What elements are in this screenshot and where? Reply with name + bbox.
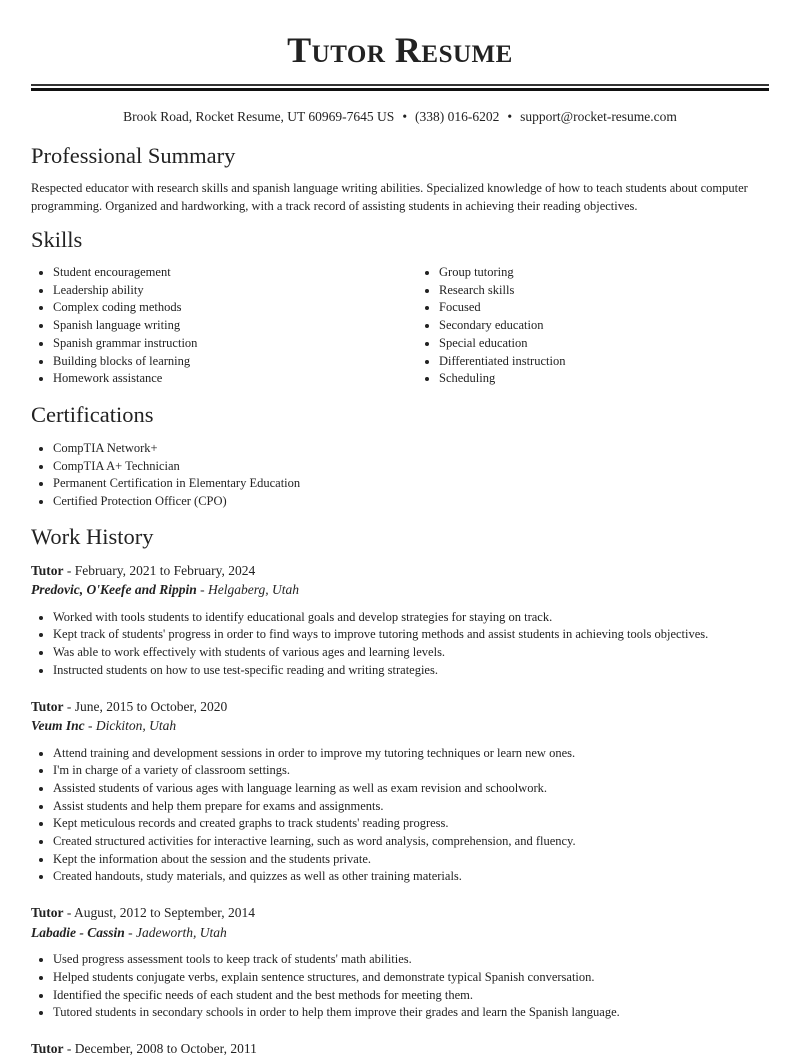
job-dates: - December, 2008 to October, 2011: [63, 1040, 257, 1056]
section-heading: Professional Summary: [31, 143, 236, 168]
job-bullet: • I'm in charge of a variety of classroom settings.: [53, 762, 769, 780]
section-heading: Skills: [31, 227, 83, 252]
job-bullets: [31, 951, 769, 1022]
job-bullets: [31, 609, 769, 680]
job-title-line: [31, 561, 769, 581]
summary-text: Respected educator with research skills and spanish language writing abilities. Specialized knowledge of how to teach students about computer programming. Organized and hardworking, with a track record of assisting students in achieving their reading objectives.: [31, 181, 748, 213]
job-title: Tutor: [31, 905, 64, 921]
job-bullet: • Attend training and development sessions in order to improve my tutoring techniques or learn new ones.: [53, 745, 769, 763]
work-history-section: [31, 523, 769, 1058]
job-entry: [31, 697, 769, 887]
divider-line-thick: [31, 88, 769, 91]
skill-item: • Group tutoring: [439, 264, 800, 282]
professional-summary-section: [31, 142, 769, 215]
job-entry: [31, 561, 769, 680]
job-location: - Dickiton, Utah: [84, 718, 177, 734]
job-bullets: [31, 745, 769, 887]
job-dates: - August, 2012 to September, 2014: [63, 905, 255, 921]
skill-item: • Complex coding methods: [53, 299, 417, 317]
skill-item: • Student encouragement: [53, 264, 417, 282]
section-heading: Certifications: [31, 401, 154, 427]
certifications-section: [31, 401, 769, 511]
certifications-list: [31, 440, 769, 511]
header-divider: [31, 84, 769, 91]
job-bullet: • Assisted students of various ages with language learning as well as exam revision and schoolwork.: [53, 780, 769, 798]
certification-item: • Certified Protection Officer (CPO): [53, 493, 769, 511]
skill-item: • Spanish language writing: [53, 317, 417, 335]
job-location: - Helgaberg, Utah: [196, 582, 299, 598]
job-company-line: [31, 580, 769, 600]
job-company: Predovic, O'Keefe and Rippin: [31, 582, 197, 598]
skill-item: • Leadership ability: [53, 282, 417, 300]
contact-email[interactable]: support@rocket-resume.com: [520, 109, 677, 124]
job-bullet: • Worked with tools students to identify educational goals and develop strategies for staying on track.: [53, 609, 769, 627]
job-entry: [31, 1039, 769, 1058]
job-bullet: • Created structured activities for interactive learning, such as word analysis, comprehension, and fluency.: [53, 833, 769, 851]
certification-item: • CompTIA Network+: [53, 440, 769, 458]
contact-info: [31, 108, 769, 126]
skill-item: • Research skills: [439, 282, 800, 300]
job-bullet: • Helped students conjugate verbs, explain sentence structures, and demonstrate typical Spanish conversation.: [53, 969, 769, 987]
job-company-line: [31, 923, 769, 943]
job-location: - Jadeworth, Utah: [124, 924, 227, 940]
job-company: Labadie - Cassin: [31, 924, 125, 940]
job-title-line: [31, 903, 769, 923]
resume-title: Tutor Resume: [287, 30, 513, 70]
job-bullet: • Created handouts, study materials, and quizzes as well as other training materials.: [53, 868, 769, 886]
certification-item: • CompTIA A+ Technician: [53, 458, 769, 476]
skills-list-left: [31, 264, 417, 388]
job-bullet: • Kept the information about the session and the students private.: [53, 851, 769, 869]
job-company-line: [31, 716, 769, 736]
job-title: Tutor: [31, 1040, 64, 1056]
job-dates: - February, 2021 to February, 2024: [63, 562, 256, 578]
job-bullet: • Tutored students in secondary schools in order to help them improve their grades and learn the Spanish language.: [53, 1004, 769, 1022]
contact-address: Brook Road, Rocket Resume, UT 60969-7645 US: [123, 109, 395, 124]
skill-item: • Scheduling: [439, 370, 800, 388]
skills-grid: [31, 264, 769, 388]
skill-item: • Special education: [439, 335, 800, 353]
divider-line-thin: [31, 84, 769, 86]
skill-item: • Spanish grammar instruction: [53, 335, 417, 353]
job-bullet: • Kept track of students' progress in order to find ways to improve tutoring methods and assist students in achieving tools objectives.: [53, 626, 769, 644]
skill-item: • Focused: [439, 299, 800, 317]
section-heading: Work History: [31, 523, 154, 549]
skill-item: • Building blocks of learning: [53, 353, 417, 371]
skills-section: [31, 226, 769, 388]
contact-phone: (338) 016-6202: [415, 109, 500, 124]
job-bullet: • Identified the specific needs of each student and the best methods for meeting them.: [53, 987, 769, 1005]
job-title-line: [31, 697, 769, 717]
bullet-separator: •: [402, 109, 408, 124]
job-bullet: • Was able to work effectively with students of various ages and learning levels.: [53, 644, 769, 662]
job-dates: - June, 2015 to October, 2020: [63, 698, 228, 714]
job-bullet: • Instructed students on how to use test-specific reading and writing strategies.: [53, 662, 769, 680]
certification-item: • Permanent Certification in Elementary Education: [53, 475, 769, 493]
job-bullet: • Kept meticulous records and created graphs to track students' reading progress.: [53, 815, 769, 833]
skill-item: • Homework assistance: [53, 370, 417, 388]
skill-item: • Secondary education: [439, 317, 800, 335]
job-bullet: • Assist students and help them prepare for exams and assignments.: [53, 798, 769, 816]
job-entry: [31, 903, 769, 1022]
skills-list-right: [417, 264, 800, 388]
job-company: Veum Inc: [31, 718, 85, 734]
job-title: Tutor: [31, 698, 64, 714]
job-title-line: [31, 1039, 769, 1058]
job-bullet: • Used progress assessment tools to keep track of students' math abilities.: [53, 951, 769, 969]
bullet-separator: •: [507, 109, 513, 124]
job-title: Tutor: [31, 562, 64, 578]
skill-item: • Differentiated instruction: [439, 353, 800, 371]
